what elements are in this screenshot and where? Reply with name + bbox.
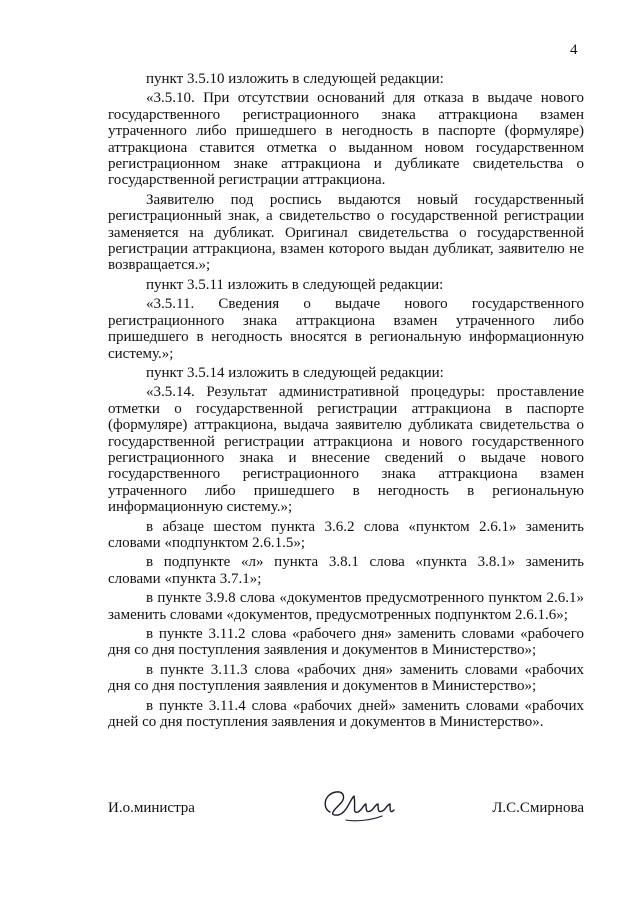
signature-block (108, 790, 584, 830)
signer-name: Л.С.Смирнова (492, 800, 584, 816)
paragraph-9: в подпункте «л» пункта 3.8.1 слова «пункта 3.8.1» заменить словами «пункта 3.7.1»; (108, 554, 584, 587)
paragraph-12: в пункте 3.11.3 слова «рабочих дня» заменить словами «рабочих дня со дня поступления заявления и документов в Министерство»; (108, 661, 584, 695)
paragraph-7: «3.5.14. Результат административной процедуры: проставление отметки о государственной регистрации аттракциона в паспорте (формуляре) аттракциона, выдача заявителю дубликата свидетельства о государственной регистрации аттракциона и нового государственного регистрационного знака и внесение сведений о выдаче нового государственного регистрационного знака аттракциона взамен утраченного либо пришедшего в негодность в региональную информационную систему.»; (108, 384, 584, 516)
paragraph-1: пункт 3.5.10 изложить в следующей редакции: (146, 71, 444, 87)
paragraph-4: пункт 3.5.11 изложить в следующей редакции: (146, 276, 444, 293)
document-body (108, 71, 584, 730)
paragraph-6: пункт 3.5.14 изложить в следующей редакции: (146, 364, 444, 381)
paragraph-2: «3.5.10. При отсутствии оснований для отказа в выдаче нового государственного регистрационного знака аттракциона взамен утраченного либо пришедшего в негодность в паспорте (формуляре) аттракциона ставится отметка о выданном новом государственном регистрационном знаке аттракциона и дубликате свидетельства о государственной регистрации аттракциона. (108, 90, 584, 189)
handwritten-signature (316, 782, 396, 826)
paragraph-11: в пункте 3.11.2 слова «рабочего дня» заменить словами «рабочего дня со дня поступления заявления и документов в Министерство»; (108, 626, 584, 659)
paragraph-8: в абзаце шестом пункта 3.6.2 слова «пунктом 2.6.1» заменить словами «подпунктом 2.6.1.5»; (108, 518, 584, 551)
paragraph-10: в пункте 3.9.8 слова «документов предусмотренного пунктом 2.6.1» заменить словами «документов, предусмотренных подпунктом 2.6.1.6»; (108, 590, 584, 623)
paragraph-13: в пункте 3.11.4 слова «рабочих дней» заменить словами «рабочих дней со дня поступления заявления и документов в Министерство». (108, 697, 584, 731)
paragraph-5: «3.5.11. Сведения о выдаче нового государственного регистрационного знака аттракциона взамен утраченного либо пришедшего в негодность вносятся в региональную информационную систему.»; (108, 296, 584, 362)
signer-position: И.о.министра (108, 800, 195, 816)
page-number: 4 (570, 42, 578, 58)
paragraph-3: Заявителю под роспись выдаются новый государственный регистрационный знак, а свидетельство о государственной регистрации заменяется на дубликат. Оригинал свидетельства о государственной регистрации аттракциона, взамен которого выдан дубликат, заявителю не возвращается.»; (108, 191, 584, 274)
